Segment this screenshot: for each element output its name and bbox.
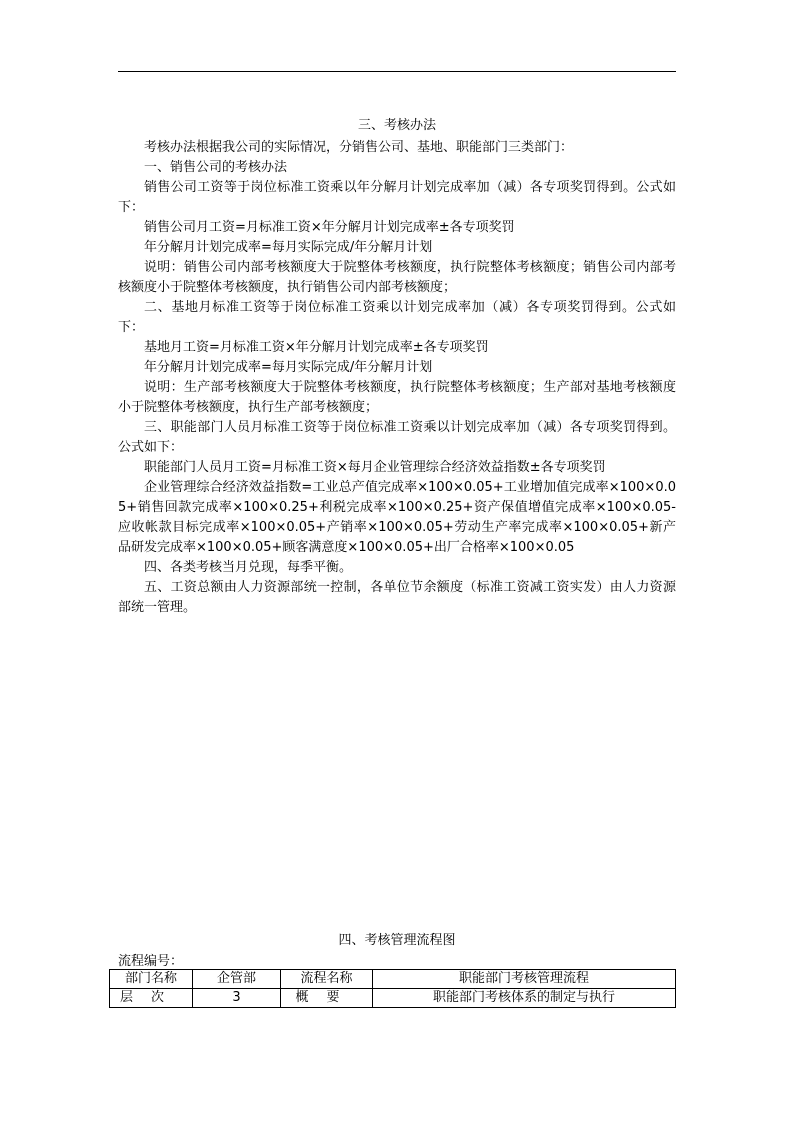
flow-number-label: 流程编号： <box>118 954 184 969</box>
level-label: 层次 <box>110 989 193 1008</box>
table-row <box>110 989 676 1008</box>
summary-value: 职能部门考核体系的制定与执行 <box>373 989 676 1008</box>
section-4-title: 四、考核管理流程图 <box>338 933 456 948</box>
process-name-label: 流程名称 <box>281 970 373 989</box>
sales-formula-1: 销售公司月工资=月标准工资×年分解月计划完成率±各专项奖罚 <box>144 220 515 235</box>
dept-name-label: 部门名称 <box>110 970 193 989</box>
sales-note: 说明：销售公司内部考核额度大于院整体考核额度，执行院整体考核额度；销售公司内部考核额度小于院整体考核额度，执行销售公司内部考核额度； <box>118 260 676 295</box>
header-rule <box>118 71 676 72</box>
sales-description: 销售公司工资等于岗位标准工资乘以年分解月计划完成率加（减）各专项奖罚得到。公式如下： <box>118 180 676 215</box>
item-5: 五、工资总额由人力资源部统一控制，各单位节余额度（标准工资减工资实发）由人力资源部统一管理。 <box>118 580 676 615</box>
functional-formula-1: 职能部门人员月工资=月标准工资×每月企业管理综合经济效益指数±各专项奖罚 <box>144 460 606 475</box>
process-name-value: 职能部门考核管理流程 <box>373 970 676 989</box>
functional-formula-2: 企业管理综合经济效益指数=工业总产值完成率×100×0.05+工业增加值完成率×100×0.05+销售回款完成率×100×0.25+利税完成率×100×0.25+资产保值增值完成率×100×0.05-应收帐款目标完成率×100×0.05+产销率×100×0.05+劳动生产率完成率×100×0.05+新产品研发完成率×100×0.05+顾客满意度×100×0.05+出厂合格率×100×0.05 <box>118 480 676 555</box>
section-3-title: 三、考核办法 <box>357 118 436 133</box>
intro-paragraph: 考核办法根据我公司的实际情况，分销售公司、基地、职能部门三类部门： <box>144 140 574 155</box>
base-description: 二、基地月标准工资等于岗位标准工资乘以计划完成率加（减）各专项奖罚得到。公式如下： <box>118 300 676 335</box>
dept-name-value: 企管部 <box>193 970 281 989</box>
functional-description: 三、职能部门人员月标准工资等于岗位标准工资乘以计划完成率加（减）各专项奖罚得到。公式如下： <box>118 420 676 455</box>
base-formula-2: 年分解月计划完成率=每月实际完成/年分解月计划 <box>144 360 433 375</box>
base-note: 说明：生产部考核额度大于院整体考核额度，执行院整体考核额度；生产部对基地考核额度小于院整体考核额度，执行生产部考核额度； <box>118 380 676 415</box>
sales-heading: 一、销售公司的考核办法 <box>144 160 288 175</box>
summary-label: 概要 <box>281 989 373 1008</box>
sales-formula-2: 年分解月计划完成率=每月实际完成/年分解月计划 <box>144 240 433 255</box>
section-3-content <box>118 116 676 618</box>
base-formula-1: 基地月工资=月标准工资×年分解月计划完成率±各专项奖罚 <box>144 340 489 355</box>
process-info-table <box>109 969 676 1008</box>
item-4: 四、各类考核当月兑现，每季平衡。 <box>144 560 353 575</box>
table-row <box>110 970 676 989</box>
level-value: 3 <box>193 989 281 1008</box>
